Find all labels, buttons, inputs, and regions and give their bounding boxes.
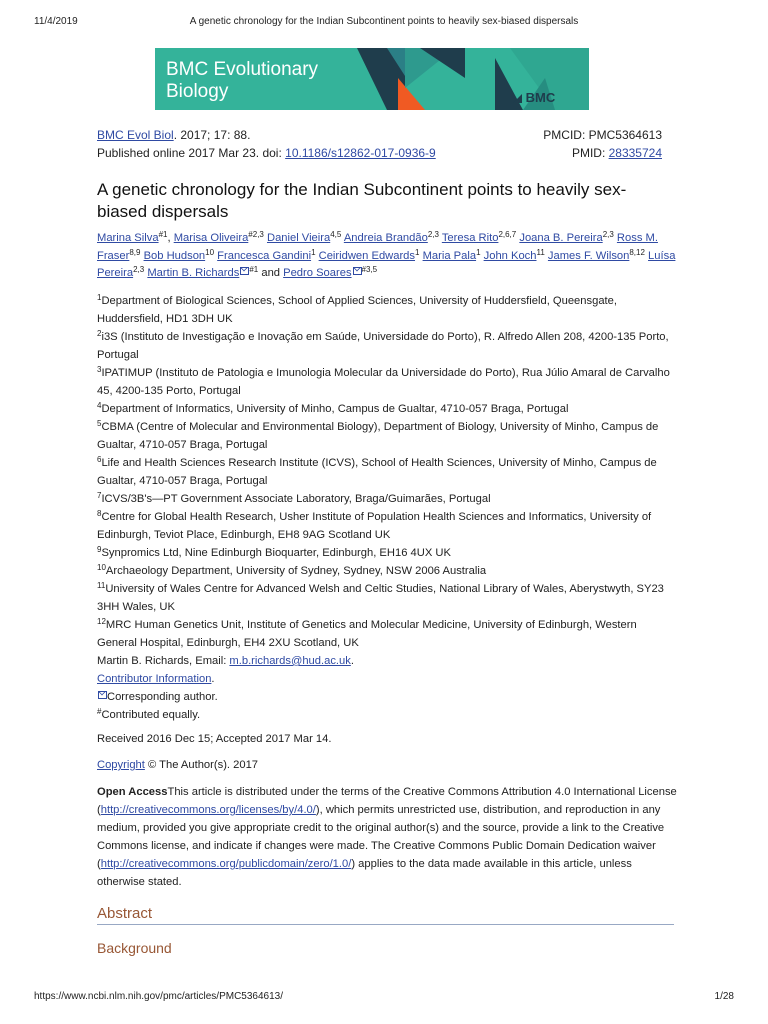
page-number: 1/28 <box>714 991 734 1002</box>
cc-license-link[interactable]: http://creativecommons.org/licenses/by/4.0/ <box>100 804 316 816</box>
author-affiliation-sup: #2,3 <box>248 230 264 239</box>
print-title: A genetic chronology for the Indian Subcontinent points to heavily sex-biased dispersals <box>189 16 579 27</box>
affiliation-item: $^6$Life and Health Sciences Research Institute (ICVS), School of Health Sciences, University of Minho, Campus de Gualtar, 4710-057 Braga, Portugal <box>97 455 657 487</box>
author-link[interactable]: Teresa Rito <box>441 232 499 244</box>
affiliation-item: $^8$Centre for Global Health Research, Usher Institute of Population Health Sciences and Informatics, University of Edinburgh, Teviot Place, Edinburgh, EH8 9AG Scotland UK <box>97 509 652 541</box>
affiliation-list <box>97 292 677 652</box>
author-affiliation-sup: 2,6,7 <box>498 230 517 239</box>
author-list <box>97 230 677 283</box>
author-affiliation-sup: 10 <box>205 247 215 257</box>
author-affiliation-sup: 2,3 <box>602 230 614 239</box>
author-link[interactable]: Martin B. Richards <box>147 267 240 279</box>
mail-icon[interactable] <box>240 267 249 275</box>
author-affiliation-sup: 8,12 <box>629 247 645 257</box>
bmc-logo: BMC <box>513 90 555 105</box>
journal-banner[interactable] <box>155 48 589 110</box>
affiliation-item: $^2$i3S (Instituto de Investigação e Inovação em Saúde, Universidade do Porto), R. Alfredo Allen 208, 4200-135 Porto, Portugal <box>97 329 669 361</box>
cc-zero-link[interactable]: http://creativecommons.org/publicdomain/zero/1.0/ <box>100 858 352 870</box>
received-accepted-dates: Received 2016 Dec 15; Accepted 2017 Mar 14. <box>97 733 332 745</box>
email-link[interactable]: m.b.richards@hud.ac.uk <box>229 655 351 667</box>
bmc-logo-mark-icon <box>513 94 522 103</box>
author-affiliation-sup: 8,9 <box>129 247 141 257</box>
author-link[interactable]: Francesca Gandini <box>217 249 312 262</box>
author-affiliation-sup: #1 <box>249 265 259 274</box>
open-access-label: Open Access <box>97 786 168 798</box>
pmid-link[interactable]: 28335724 <box>608 146 662 160</box>
author-affiliation-sup: 1 <box>311 247 316 257</box>
author-link[interactable]: Joana B. Pereira <box>519 232 603 244</box>
affiliation-item: $^4$Department of Informatics, University of Minho, Campus de Gualtar, 4710-057 Braga, Portugal <box>97 401 569 415</box>
author-link[interactable]: James F. Wilson <box>547 249 630 262</box>
abstract-heading: Abstract <box>97 905 153 922</box>
background-heading: Background <box>97 940 172 956</box>
author-affiliation-sup: #3,5 <box>361 265 378 274</box>
affiliation-item: $^9$Synpromics Ltd, Nine Edinburgh Bioquarter, Edinburgh, EH16 4UX UK <box>97 545 451 559</box>
print-url: https://www.ncbi.nlm.nih.gov/pmc/articles/PMC5364613/ <box>34 991 283 1002</box>
mail-icon <box>98 691 107 699</box>
article-title: A genetic chronology for the Indian Subcontinent points to heavily sex-biased dispersals <box>97 180 627 221</box>
journal-name: BMC Evolutionary Biology <box>166 59 319 102</box>
affiliation-item: $^{11}$University of Wales Centre for Advanced Welsh and Celtic Studies, National Library of Wales, Aberystwyth, SY23 3HH Wales, UK <box>97 581 664 613</box>
contributor-info-link[interactable]: Contributor Information <box>97 673 212 685</box>
contributor-info: Contributor Information. <box>97 673 215 685</box>
author-link[interactable]: Marisa Oliveira <box>173 232 249 244</box>
print-header <box>34 16 734 30</box>
open-access-statement: Open AccessThis article is distributed under the terms of the Creative Commons Attribution 4.0 International License (http://creativecommons.org/licenses/by/4.0/), which permits unrestricted use, distribution, and reproduction in any medium, provided you give appropriate credit to the original author(s) and the source, provide a link to the Creative Commons license, and indicate if changes were made. The Creative Commons Public Domain Dedication waiver (http://creativecommons.org/publicdomain/zero/1.0/) applies to the data made available in this article, unless otherwise stated. <box>97 786 677 888</box>
copyright-link[interactable]: Copyright <box>97 759 145 771</box>
affiliation-item: $^5$CBMA (Centre of Molecular and Environmental Biology), Department of Biology, University of Minho, Campus de Gualtar, 4710-057 Braga, Portugal <box>97 419 659 451</box>
author-link[interactable]: Bob Hudson <box>143 249 206 262</box>
author-link[interactable]: Ceiridwen Edwards <box>318 249 416 262</box>
author-link[interactable]: Andreia Brandão <box>343 232 428 244</box>
author-affiliation-sup: 1 <box>476 247 481 257</box>
author-link[interactable]: Maria Pala <box>422 249 477 262</box>
author-affiliation-sup: 2,3 <box>427 230 439 239</box>
author-separator: and <box>258 267 284 279</box>
author-affiliation-sup: 2,3 <box>133 265 145 274</box>
affiliation-item: $^{10}$Archaeology Department, University of Sydney, Sydney, NSW 2006 Australia <box>97 563 487 577</box>
affiliation-item: $^{12}$MRC Human Genetics Unit, Institute of Genetics and Molecular Medicine, University of Edinburgh, Western General Hospital, Edinburgh, EH4 2XU Scotland, UK <box>97 617 637 649</box>
citation-line-2 <box>97 146 662 160</box>
author-link[interactable]: Daniel Vieira <box>266 232 331 244</box>
equal-note: #Contributed equally. <box>97 707 201 721</box>
pmid: PMID: 28335724 <box>571 146 662 160</box>
pmcid: PMCID: PMC5364613 <box>543 128 662 142</box>
author-affiliation-sup: 4,5 <box>330 230 342 239</box>
corresponding-note: Corresponding author. <box>97 688 677 706</box>
affiliations-block <box>97 292 677 724</box>
author-link[interactable]: John Koch <box>483 249 537 262</box>
author-affiliation-sup: 11 <box>536 247 545 257</box>
author-link[interactable]: Pedro Soares <box>283 267 352 279</box>
print-footer <box>34 991 734 1005</box>
copyright-line: Copyright © The Author(s). 2017 <box>97 759 259 771</box>
author-separator: , <box>167 232 174 244</box>
affiliation-item: $^7$ICVS/3B's—PT Government Associate Laboratory, Braga/Guimarães, Portugal <box>97 491 491 505</box>
author-affiliation-sup: #1 <box>158 230 168 239</box>
doi-link[interactable]: 10.1186/s12862-017-0936-9 <box>285 146 436 160</box>
affiliation-item: $^3$IPATIMUP (Instituto de Patologia e Imunologia Molecular da Universidade do Porto), Rua Júlio Amaral de Carvalho 45, 4200-135 Porto, Portugal <box>97 365 670 397</box>
author-link[interactable]: Marina Silva <box>97 232 159 244</box>
print-date: 11/4/2019 <box>34 16 78 27</box>
contact-line: Martin B. Richards, Email: m.b.richards@hud.ac.uk. <box>97 655 354 667</box>
mail-icon[interactable] <box>353 267 362 275</box>
author-affiliation-sup: 1 <box>415 247 420 257</box>
affiliation-item: $^1$Department of Biological Sciences, School of Applied Sciences, University of Huddersfield, Queensgate, Huddersfield, HD1 3DH UK <box>97 293 617 325</box>
author-link[interactable]: Ross M. Fraser <box>97 232 658 262</box>
section-divider <box>97 924 674 925</box>
author-link[interactable]: Luísa Pereira <box>97 249 676 279</box>
citation-details: . 2017; 17: 88. <box>173 128 251 142</box>
published-date: Published online 2017 Mar 23. doi: <box>97 146 286 160</box>
citation-line-1 <box>97 128 662 142</box>
journal-link[interactable]: BMC Evol Biol <box>97 128 174 142</box>
